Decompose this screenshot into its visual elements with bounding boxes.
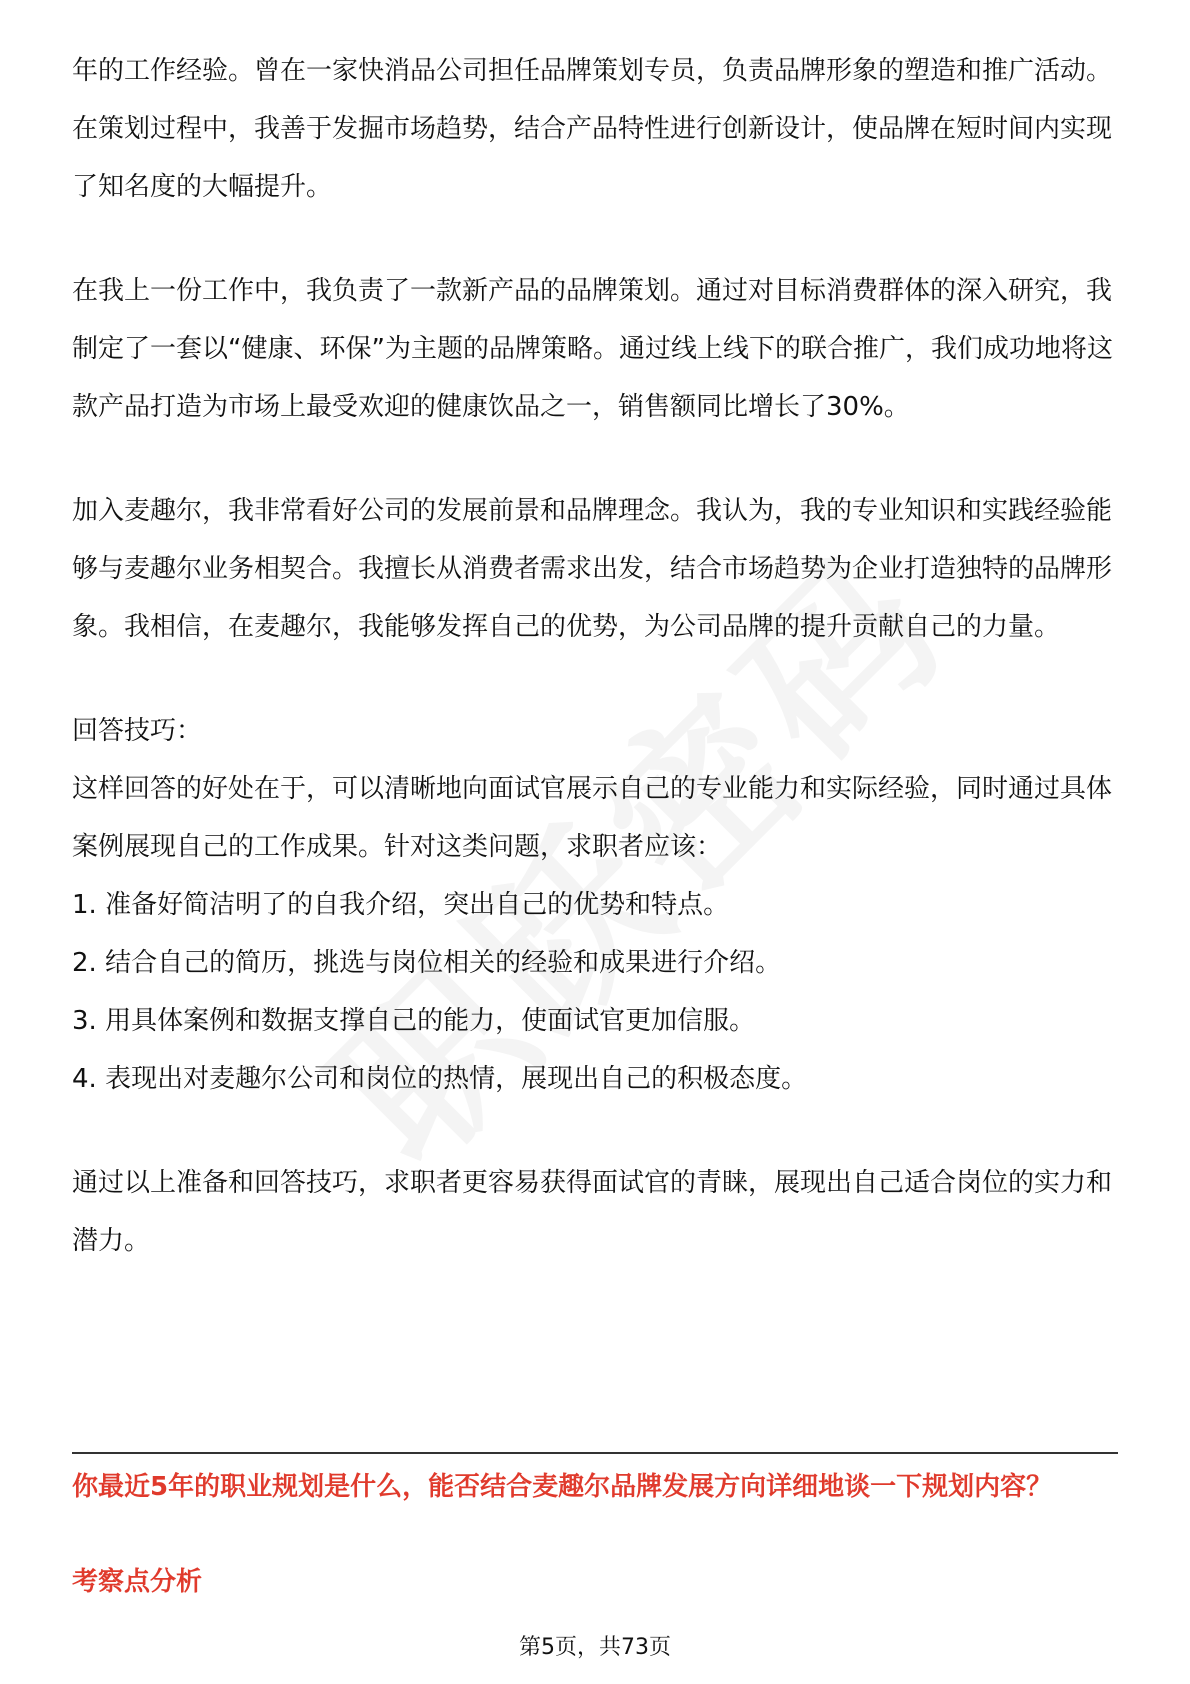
paragraph-join-company: 加入麦趣尔，我非常看好公司的发展前景和品牌理念。我认为，我的专业知识和实践经验能够与麦趣尔业务相契合。我擅长从消费者需求出发，结合市场趋势为企业打造独特的品牌形象。我相信，在麦趣尔，我能够发挥自己的优势，为公司品牌的提升贡献自己的力量。 (72, 496, 1113, 642)
paragraph-experience: 年的工作经验。曾在一家快消品公司担任品牌策划专员，负责品牌形象的塑造和推广活动。在策划过程中，我善于发掘市场趋势，结合产品特性进行创新设计，使品牌在短时间内实现了知名度的大幅提升。 (72, 56, 1113, 202)
tips-intro: 这样回答的好处在于，可以清晰地向面试官展示自己的专业能力和实际经验，同时通过具体案例展现自己的工作成果。针对这类问题，求职者应该： (72, 774, 1113, 862)
section-divider (72, 1452, 1118, 1454)
tip-item-3: 3. 用具体案例和数据支撑自己的能力，使面试官更加信服。 (72, 1006, 756, 1036)
paragraph-previous-job: 在我上一份工作中，我负责了一款新产品的品牌策划。通过对目标消费群体的深入研究，我制定了一套以“健康、环保”为主题的品牌策略。通过线上线下的联合推广，我们成功地将这款产品打造为市场上最受欢迎的健康饮品之一，销售额同比增长了30%。 (72, 276, 1113, 422)
tips-heading: 回答技巧： (72, 716, 203, 746)
page-number: 第5页，共73页 (519, 1635, 671, 1660)
paragraph-conclusion: 通过以上准备和回答技巧，求职者更容易获得面试官的青睐，展现出自己适合岗位的实力和潜力。 (72, 1168, 1113, 1256)
document-body (72, 42, 1118, 1270)
analysis-subheading: 考察点分析 (72, 1567, 203, 1597)
tip-item-1: 1. 准备好简洁明了的自我介绍，突出自己的优势和特点。 (72, 890, 730, 920)
tip-item-4: 4. 表现出对麦趣尔公司和岗位的热情，展现出自己的积极态度。 (72, 1064, 808, 1094)
question-heading: 你最近5年的职业规划是什么，能否结合麦趣尔品牌发展方向详细地谈一下规划内容？ (72, 1472, 1053, 1502)
tip-item-2: 2. 结合自己的简历，挑选与岗位相关的经验和成果进行介绍。 (72, 948, 782, 978)
